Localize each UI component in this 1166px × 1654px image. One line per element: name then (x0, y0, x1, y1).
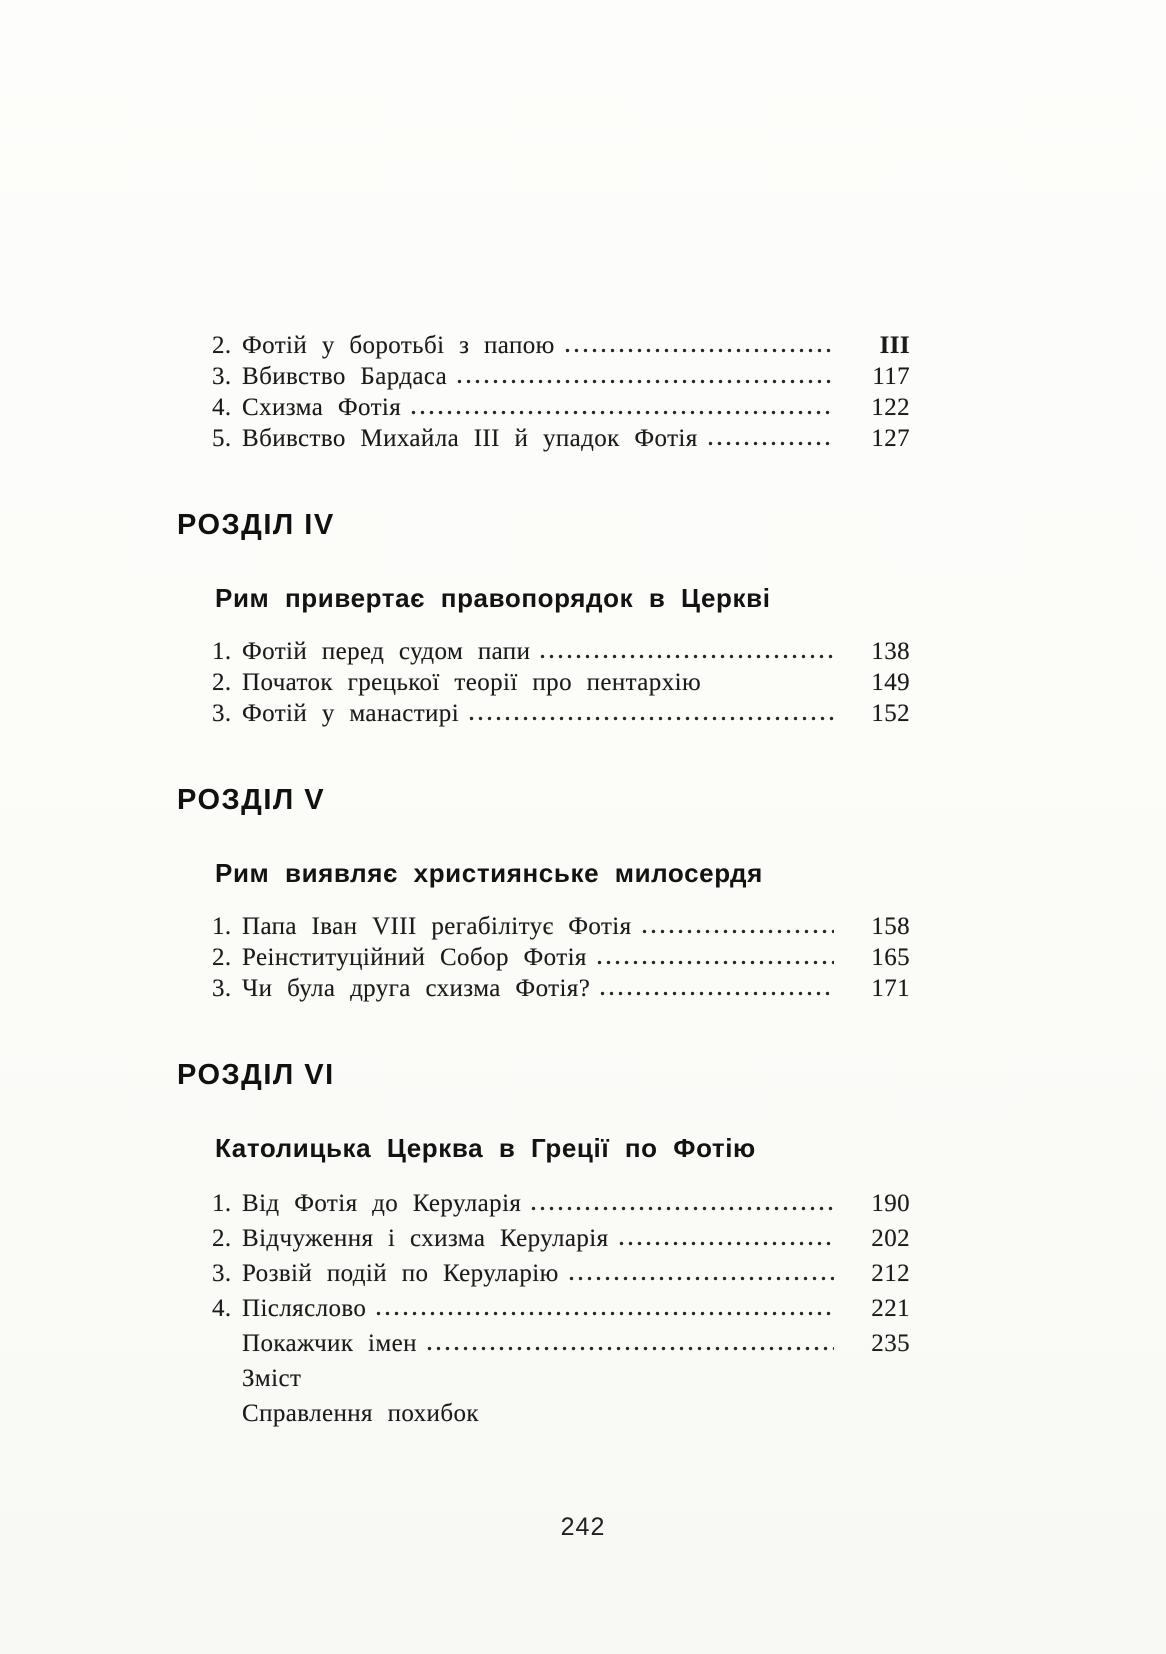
entry-number: 2. (212, 1225, 232, 1252)
dots-leader (531, 1206, 834, 1211)
toc-entry (212, 1186, 910, 1221)
entry-title: Відчуження і схизма Керуларія (242, 1225, 609, 1252)
toc (177, 330, 910, 1431)
chapter-heading: РОЗДІЛ IV (177, 509, 335, 541)
section-subtitle: Католицька Церква в Греції по Фотію (215, 1133, 756, 1163)
dots-leader (469, 716, 834, 721)
entry-title: Фотій у боротьбі з папою (242, 332, 555, 359)
entries-list (212, 330, 910, 454)
section-subtitle: Рим привертає правопорядок в Церкві (215, 583, 771, 613)
section-subtitle: Рим виявляє християнське милосердя (215, 858, 763, 888)
entry-page-number: 165 (871, 944, 910, 971)
entry-title: Зміст (242, 1365, 302, 1392)
entry-page-number: 202 (871, 1225, 910, 1252)
entries-list (212, 911, 910, 1004)
toc-entry (212, 392, 910, 423)
dots-leader (457, 379, 834, 384)
dots-leader (565, 348, 834, 353)
entry-page-number: 127 (871, 425, 910, 452)
dots-leader (376, 1311, 834, 1316)
entry-title: Чи була друга схизма Фотія? (242, 975, 591, 1002)
toc-entry (212, 1361, 910, 1396)
toc-entry (212, 973, 910, 1004)
dots-leader (642, 929, 834, 934)
toc-entry (212, 911, 910, 942)
toc-entry (212, 1221, 910, 1256)
dots-leader (311, 1381, 896, 1386)
toc-entry (212, 942, 910, 973)
entry-page-number: 171 (871, 975, 910, 1002)
chapter-heading: РОЗДІЛ V (177, 784, 326, 816)
toc-entry (212, 1291, 910, 1326)
entry-number: 5. (212, 425, 232, 452)
dots-leader (708, 441, 834, 446)
dots-leader (427, 1346, 834, 1351)
entry-page-number: III (879, 332, 910, 359)
dots-leader (569, 1276, 834, 1281)
entry-title: Розвій подій по Керуларію (242, 1260, 559, 1287)
entry-page-number: 190 (871, 1190, 910, 1217)
entry-title: Вбивство Бардаса (242, 363, 448, 390)
toc-entry (212, 698, 910, 729)
entry-number: 3. (212, 363, 232, 390)
toc-entry (212, 423, 910, 454)
entry-page-number: 212 (871, 1260, 910, 1287)
entry-number: 3. (212, 1260, 232, 1287)
entry-number: 1. (212, 913, 232, 940)
dots-leader (540, 654, 834, 659)
dots-leader (711, 685, 834, 690)
entries-list (212, 1186, 910, 1431)
entry-page-number: 117 (872, 363, 910, 390)
dots-leader (411, 410, 834, 415)
entry-title: Вбивство Михайла III й упадок Фотія (242, 425, 698, 452)
entries-list (212, 636, 910, 729)
entry-number: 3. (212, 975, 232, 1002)
entry-page-number: 138 (871, 638, 910, 665)
entry-title: Реінституційний Собор Фотія (242, 944, 587, 971)
entry-title: Початок грецької теорії про пентархію (242, 669, 702, 696)
entry-title: Покажчик імен (242, 1330, 417, 1357)
entry-title: Справлення похибок (242, 1400, 479, 1427)
toc-entry (212, 1396, 910, 1431)
toc-entry (212, 330, 910, 361)
entry-page-number: 221 (871, 1295, 910, 1322)
entry-page-number: 152 (871, 700, 910, 727)
toc-entry (212, 1256, 910, 1291)
entry-title: Післяслово (242, 1295, 367, 1322)
entry-title: Фотій у манастирі (242, 700, 460, 727)
entry-page-number: 158 (871, 913, 910, 940)
entry-page-number: 149 (871, 669, 910, 696)
dots-leader (489, 1416, 896, 1421)
entry-number: 1. (212, 638, 232, 665)
entry-title: Від Фотія до Керуларія (242, 1190, 522, 1217)
entry-number: 3. (212, 700, 232, 727)
entry-number: 4. (212, 394, 232, 421)
entry-title: Схизма Фотія (242, 394, 402, 421)
entry-number: 2. (212, 944, 232, 971)
toc-entry (212, 636, 910, 667)
dots-leader (597, 960, 834, 965)
entry-number: 4. (212, 1295, 232, 1322)
entry-title: Папа Іван VIII регабілітує Фотія (242, 913, 632, 940)
entry-number: 2. (212, 332, 232, 359)
entry-number: 1. (212, 1190, 232, 1217)
toc-entry (212, 361, 910, 392)
entry-page-number: 122 (871, 394, 910, 421)
dots-leader (600, 991, 834, 996)
entry-page-number: 235 (871, 1330, 910, 1357)
toc-entry (212, 1326, 910, 1361)
dots-leader (619, 1241, 835, 1246)
entry-title: Фотій перед судом папи (242, 638, 531, 665)
footer-page-number: 242 (560, 1513, 606, 1541)
toc-entry (212, 667, 910, 698)
entry-number: 2. (212, 669, 232, 696)
chapter-heading: РОЗДІЛ VI (177, 1059, 335, 1091)
